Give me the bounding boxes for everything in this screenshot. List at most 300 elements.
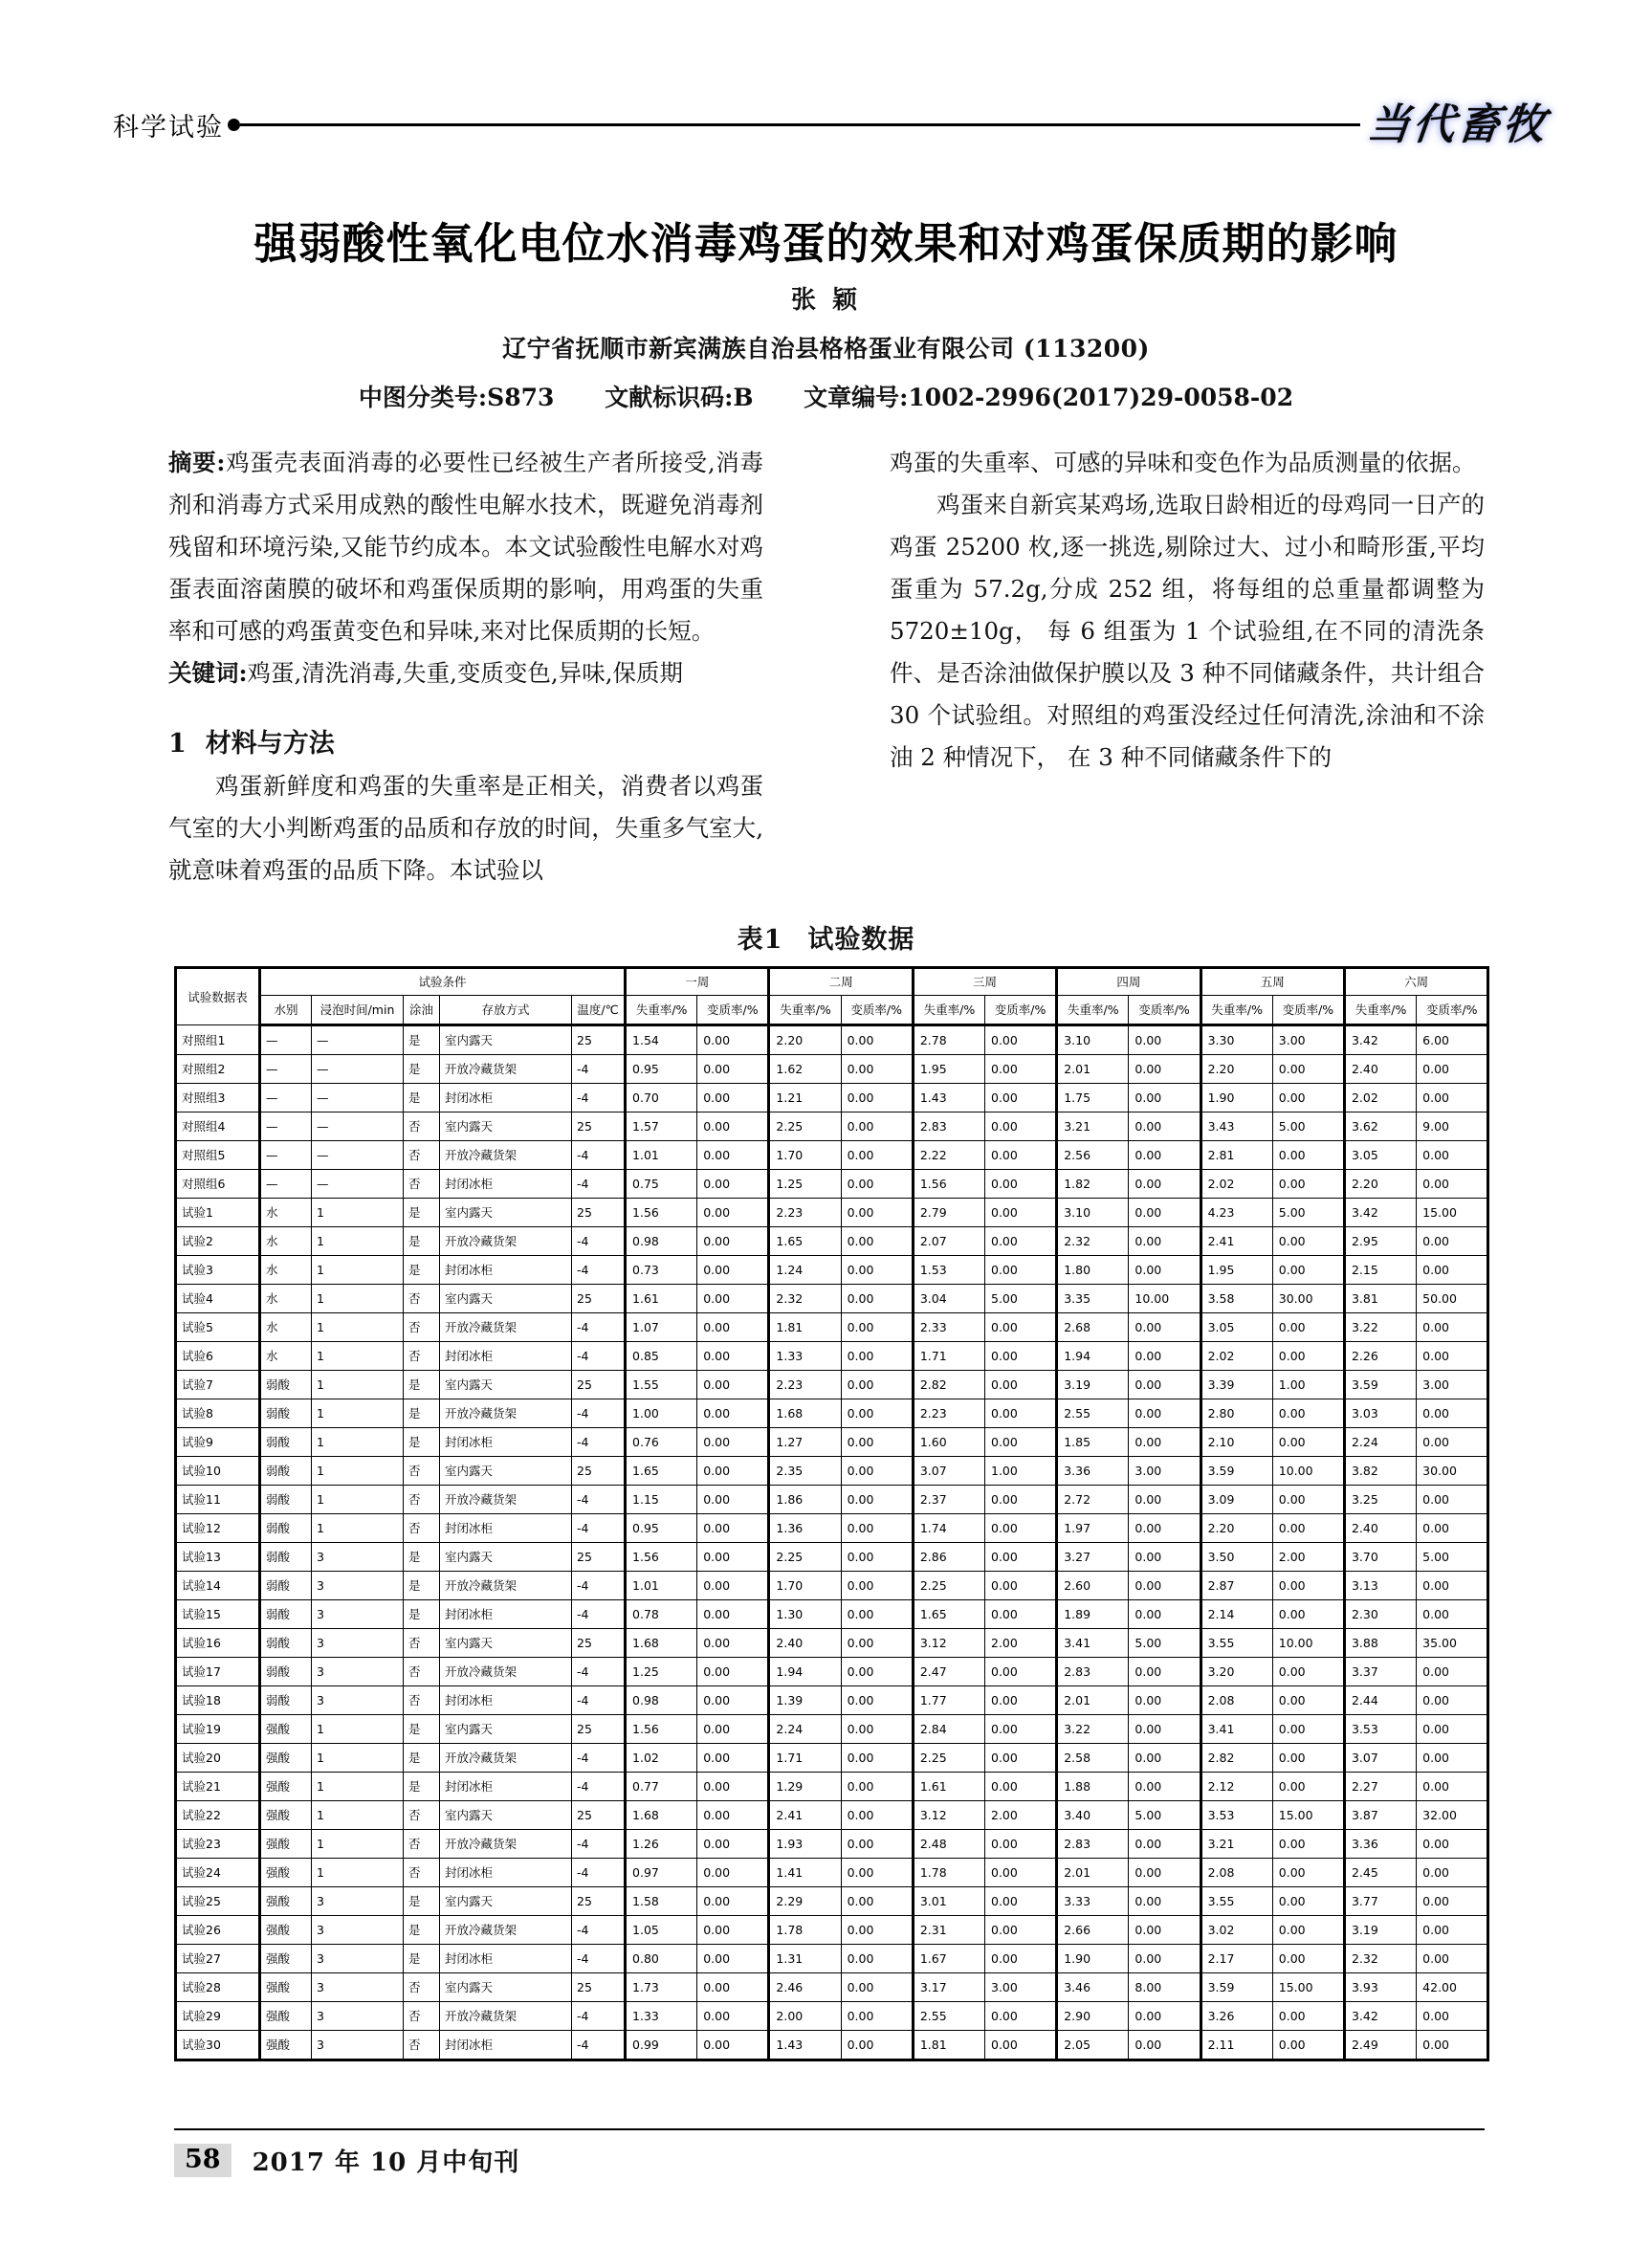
- cell-w4-spoilage: 0.00: [1129, 2002, 1200, 2031]
- cell-w2-spoilage: 0.00: [841, 1141, 913, 1170]
- cell-w4-weightloss: 3.10: [1057, 1025, 1129, 1055]
- cell-oiled: 否: [404, 1801, 440, 1830]
- cell-w3-spoilage: 0.00: [985, 1112, 1057, 1141]
- col-header-w1-spoilage: 变质率/%: [697, 996, 769, 1025]
- cell-soak-time: 3: [312, 1945, 404, 1973]
- cell-w2-spoilage: 0.00: [841, 1428, 913, 1457]
- cell-temperature: -4: [572, 1170, 626, 1199]
- cell-w5-weightloss: 2.08: [1200, 1859, 1272, 1887]
- cell-w5-weightloss: 3.59: [1200, 1973, 1272, 2002]
- cell-w1-spoilage: 0.00: [697, 1256, 769, 1285]
- cell-temperature: -4: [572, 1686, 626, 1715]
- cell-w6-weightloss: 3.37: [1344, 1658, 1416, 1686]
- table-row: [176, 1801, 1488, 1830]
- cell-water-type: 弱酸: [260, 1514, 312, 1543]
- group-header-week-4: 四周: [1057, 968, 1200, 996]
- cell-w4-spoilage: 0.00: [1129, 1084, 1200, 1112]
- cell-w6-spoilage: 0.00: [1417, 1313, 1488, 1342]
- table-row: [176, 1945, 1488, 1973]
- cell-w6-spoilage: 0.00: [1417, 1916, 1488, 1945]
- cell-oiled: 是: [404, 1256, 440, 1285]
- cell-w5-weightloss: 3.02: [1200, 1916, 1272, 1945]
- cell-w6-weightloss: 2.49: [1344, 2031, 1416, 2060]
- cell-w3-weightloss: 2.07: [913, 1227, 984, 1256]
- cell-w2-spoilage: 0.00: [841, 1715, 913, 1744]
- cell-group-name: 试验28: [176, 1973, 260, 2002]
- cell-soak-time: 3: [312, 1572, 404, 1600]
- cell-water-type: 强酸: [260, 2031, 312, 2060]
- cell-w5-weightloss: 2.81: [1200, 1141, 1272, 1170]
- left-column: [168, 442, 763, 892]
- cell-w6-weightloss: 3.81: [1344, 1285, 1416, 1313]
- cell-storage-method: 封闭冰柜: [440, 1256, 572, 1285]
- cell-w2-weightloss: 1.36: [769, 1514, 841, 1543]
- cell-w6-spoilage: 0.00: [1417, 1141, 1488, 1170]
- table-row: [176, 1112, 1488, 1141]
- cell-storage-method: 封闭冰柜: [440, 1342, 572, 1371]
- cell-w3-weightloss: 1.65: [913, 1600, 984, 1629]
- cell-water-type: —: [260, 1170, 312, 1199]
- cell-w5-weightloss: 3.50: [1200, 1543, 1272, 1572]
- cell-w1-weightloss: 0.76: [626, 1428, 697, 1457]
- cell-storage-method: 室内露天: [440, 1715, 572, 1744]
- cell-w3-spoilage: 0.00: [985, 1428, 1057, 1457]
- running-head-label: 科学试验: [113, 112, 224, 143]
- cell-w5-weightloss: 3.30: [1200, 1025, 1272, 1055]
- cell-w2-weightloss: 2.29: [769, 1887, 841, 1916]
- cell-storage-method: 开放冷藏货架: [440, 2002, 572, 2031]
- cell-w5-spoilage: 15.00: [1272, 1801, 1344, 1830]
- cell-oiled: 是: [404, 1744, 440, 1773]
- cell-w6-weightloss: 2.45: [1344, 1859, 1416, 1887]
- cell-w1-spoilage: 0.00: [697, 1945, 769, 1973]
- cell-w1-weightloss: 0.80: [626, 1945, 697, 1973]
- cell-w6-spoilage: 0.00: [1417, 1600, 1488, 1629]
- cell-w6-spoilage: 0.00: [1417, 1945, 1488, 1973]
- cell-temperature: -4: [572, 1916, 626, 1945]
- cell-w4-weightloss: 3.35: [1057, 1285, 1129, 1313]
- cell-w2-spoilage: 0.00: [841, 1457, 913, 1486]
- article-id: 文章编号:1002-2996(2017)29-0058-02: [804, 384, 1294, 411]
- cell-w1-weightloss: 1.02: [626, 1744, 697, 1773]
- cell-w3-weightloss: 2.33: [913, 1313, 984, 1342]
- cell-w5-weightloss: 2.12: [1200, 1773, 1272, 1801]
- cell-oiled: 否: [404, 2031, 440, 2060]
- cell-soak-time: 1: [312, 1457, 404, 1486]
- cell-group-name: 对照组6: [176, 1170, 260, 1199]
- cell-storage-method: 开放冷藏货架: [440, 1830, 572, 1859]
- cell-w1-spoilage: 0.00: [697, 2002, 769, 2031]
- cell-w2-weightloss: 1.27: [769, 1428, 841, 1457]
- cell-w5-weightloss: 3.55: [1200, 1629, 1272, 1658]
- cell-w6-weightloss: 2.95: [1344, 1227, 1416, 1256]
- cell-w3-weightloss: 3.12: [913, 1629, 984, 1658]
- cell-w1-weightloss: 1.01: [626, 1572, 697, 1600]
- cell-oiled: 是: [404, 1399, 440, 1428]
- cell-oiled: 是: [404, 1715, 440, 1744]
- cell-w6-weightloss: 2.32: [1344, 1945, 1416, 1973]
- cell-w6-spoilage: 0.00: [1417, 1773, 1488, 1801]
- cell-group-name: 试验27: [176, 1945, 260, 1973]
- cell-w6-weightloss: 2.20: [1344, 1170, 1416, 1199]
- cell-w5-weightloss: 2.14: [1200, 1600, 1272, 1629]
- cell-w6-spoilage: 0.00: [1417, 1084, 1488, 1112]
- cell-oiled: 是: [404, 1572, 440, 1600]
- cell-water-type: 水: [260, 1199, 312, 1227]
- cell-w3-weightloss: 1.43: [913, 1084, 984, 1112]
- cell-water-type: 弱酸: [260, 1543, 312, 1572]
- cell-w1-weightloss: 0.95: [626, 1055, 697, 1084]
- cell-w4-spoilage: 5.00: [1129, 1629, 1200, 1658]
- cell-w3-weightloss: 1.71: [913, 1342, 984, 1371]
- cell-w4-spoilage: 5.00: [1129, 1801, 1200, 1830]
- journal-logo: 当代畜牧: [1365, 100, 1551, 149]
- cell-group-name: 试验24: [176, 1859, 260, 1887]
- cell-w2-spoilage: 0.00: [841, 1543, 913, 1572]
- cell-temperature: 25: [572, 1199, 626, 1227]
- cell-w4-weightloss: 1.97: [1057, 1514, 1129, 1543]
- cell-temperature: -4: [572, 1773, 626, 1801]
- cell-storage-method: 室内露天: [440, 1801, 572, 1830]
- cell-w1-weightloss: 0.78: [626, 1600, 697, 1629]
- running-head: [113, 96, 1551, 153]
- cell-w4-spoilage: 0.00: [1129, 1371, 1200, 1399]
- cell-w4-weightloss: 3.33: [1057, 1887, 1129, 1916]
- cell-w5-spoilage: 0.00: [1272, 1055, 1344, 1084]
- cell-w6-spoilage: 35.00: [1417, 1629, 1488, 1658]
- cell-group-name: 试验8: [176, 1399, 260, 1428]
- section-title: 材料与方法: [205, 729, 335, 759]
- cell-temperature: -4: [572, 1486, 626, 1514]
- table-group-header-row: [176, 968, 1488, 996]
- cell-soak-time: —: [312, 1112, 404, 1141]
- cell-w1-spoilage: 0.00: [697, 1658, 769, 1686]
- cell-soak-time: 1: [312, 1313, 404, 1342]
- cell-water-type: 强酸: [260, 1801, 312, 1830]
- cell-w4-spoilage: 0.00: [1129, 2031, 1200, 2060]
- cell-water-type: 强酸: [260, 1715, 312, 1744]
- cell-w3-spoilage: 0.00: [985, 1830, 1057, 1859]
- cell-w1-spoilage: 0.00: [697, 1514, 769, 1543]
- cell-w4-weightloss: 1.85: [1057, 1428, 1129, 1457]
- cell-water-type: 强酸: [260, 1859, 312, 1887]
- cell-w5-weightloss: 2.02: [1200, 1342, 1272, 1371]
- cell-w1-weightloss: 1.56: [626, 1199, 697, 1227]
- cell-w6-spoilage: 0.00: [1417, 1830, 1488, 1859]
- cell-w3-spoilage: 0.00: [985, 1600, 1057, 1629]
- cell-water-type: 水: [260, 1256, 312, 1285]
- cell-soak-time: 1: [312, 1486, 404, 1514]
- cell-w5-weightloss: 3.05: [1200, 1313, 1272, 1342]
- cell-w1-weightloss: 1.01: [626, 1141, 697, 1170]
- cell-storage-method: 封闭冰柜: [440, 1170, 572, 1199]
- cell-w2-weightloss: 2.23: [769, 1371, 841, 1399]
- cell-w5-spoilage: 3.00: [1272, 1025, 1344, 1055]
- cell-soak-time: 1: [312, 1256, 404, 1285]
- table-row: [176, 1514, 1488, 1543]
- table-row: [176, 1973, 1488, 2002]
- cell-w4-spoilage: 0.00: [1129, 1170, 1200, 1199]
- cell-w6-spoilage: 0.00: [1417, 1486, 1488, 1514]
- cell-group-name: 试验18: [176, 1686, 260, 1715]
- cell-w4-weightloss: 2.90: [1057, 2002, 1129, 2031]
- cell-w2-weightloss: 2.00: [769, 2002, 841, 2031]
- cell-w1-weightloss: 1.65: [626, 1457, 697, 1486]
- col-header-w2-spoilage: 变质率/%: [841, 996, 913, 1025]
- cell-soak-time: —: [312, 1170, 404, 1199]
- cell-storage-method: 封闭冰柜: [440, 1600, 572, 1629]
- cell-temperature: -4: [572, 2031, 626, 2060]
- table-row: [176, 1658, 1488, 1686]
- cell-w4-weightloss: 3.41: [1057, 1629, 1129, 1658]
- cell-w1-spoilage: 0.00: [697, 1600, 769, 1629]
- cell-temperature: -4: [572, 1313, 626, 1342]
- cell-water-type: 弱酸: [260, 1428, 312, 1457]
- cell-w5-spoilage: 0.00: [1272, 1399, 1344, 1428]
- cell-w5-weightloss: 2.10: [1200, 1428, 1272, 1457]
- cell-w6-weightloss: 3.82: [1344, 1457, 1416, 1486]
- cell-w6-spoilage: 5.00: [1417, 1543, 1488, 1572]
- cell-temperature: -4: [572, 1428, 626, 1457]
- cell-w4-weightloss: 3.46: [1057, 1973, 1129, 2002]
- cell-w1-weightloss: 1.05: [626, 1916, 697, 1945]
- cell-w2-weightloss: 1.81: [769, 1313, 841, 1342]
- cell-oiled: 是: [404, 1916, 440, 1945]
- cell-w3-spoilage: 0.00: [985, 1025, 1057, 1055]
- cell-water-type: 水: [260, 1342, 312, 1371]
- clc-code: 中图分类号:S873: [358, 384, 555, 411]
- cell-w3-weightloss: 1.74: [913, 1514, 984, 1543]
- table-row: [176, 1025, 1488, 1055]
- cell-w6-spoilage: 0.00: [1417, 1887, 1488, 1916]
- table-head: [176, 968, 1488, 1025]
- cell-w5-spoilage: 15.00: [1272, 1973, 1344, 2002]
- cell-w2-weightloss: 1.70: [769, 1141, 841, 1170]
- table-row: [176, 1055, 1488, 1084]
- cell-soak-time: 3: [312, 2031, 404, 2060]
- cell-temperature: -4: [572, 1084, 626, 1112]
- cell-oiled: 否: [404, 1457, 440, 1486]
- cell-w3-spoilage: 0.00: [985, 1486, 1057, 1514]
- cell-storage-method: 室内露天: [440, 1629, 572, 1658]
- cell-w3-spoilage: 0.00: [985, 1256, 1057, 1285]
- cell-group-name: 对照组2: [176, 1055, 260, 1084]
- cell-w3-weightloss: 3.17: [913, 1973, 984, 2002]
- cell-w5-weightloss: 3.58: [1200, 1285, 1272, 1313]
- cell-w4-weightloss: 2.01: [1057, 1686, 1129, 1715]
- cell-w2-spoilage: 0.00: [841, 2031, 913, 2060]
- keywords-lead: 关键词:: [168, 659, 248, 687]
- cell-w4-spoilage: 0.00: [1129, 1945, 1200, 1973]
- cell-w5-weightloss: 3.26: [1200, 2002, 1272, 2031]
- cell-w3-spoilage: 0.00: [985, 1514, 1057, 1543]
- cell-w6-spoilage: 0.00: [1417, 1170, 1488, 1199]
- cell-soak-time: 3: [312, 1973, 404, 2002]
- cell-soak-time: 3: [312, 1600, 404, 1629]
- cell-w1-weightloss: 1.25: [626, 1658, 697, 1686]
- cell-w5-spoilage: 0.00: [1272, 1342, 1344, 1371]
- cell-storage-method: 封闭冰柜: [440, 2031, 572, 2060]
- table-sub-header-row: [176, 996, 1488, 1025]
- cell-w2-weightloss: 2.25: [769, 1112, 841, 1141]
- cell-w6-weightloss: 2.02: [1344, 1084, 1416, 1112]
- cell-group-name: 试验3: [176, 1256, 260, 1285]
- cell-w3-spoilage: 0.00: [985, 1773, 1057, 1801]
- cell-w5-weightloss: 2.11: [1200, 2031, 1272, 2060]
- table-row: [176, 2031, 1488, 2060]
- cell-w5-weightloss: 2.87: [1200, 1572, 1272, 1600]
- cell-soak-time: 1: [312, 1801, 404, 1830]
- cell-w3-weightloss: 1.95: [913, 1055, 984, 1084]
- col-header-oiled: 涂油: [404, 996, 440, 1025]
- cell-w5-weightloss: 1.90: [1200, 1084, 1272, 1112]
- cell-w6-weightloss: 3.93: [1344, 1973, 1416, 2002]
- cell-storage-method: 室内露天: [440, 1973, 572, 2002]
- cell-w2-spoilage: 0.00: [841, 1227, 913, 1256]
- cell-w4-weightloss: 2.01: [1057, 1055, 1129, 1084]
- cell-soak-time: 1: [312, 1773, 404, 1801]
- cell-w3-spoilage: 0.00: [985, 1715, 1057, 1744]
- cell-w5-spoilage: 0.00: [1272, 1887, 1344, 1916]
- cell-soak-time: 1: [312, 1859, 404, 1887]
- cell-temperature: -4: [572, 1055, 626, 1084]
- cell-w4-weightloss: 2.68: [1057, 1313, 1129, 1342]
- cell-w5-weightloss: 3.09: [1200, 1486, 1272, 1514]
- cell-temperature: 25: [572, 1285, 626, 1313]
- table-caption-title: 试验数据: [807, 925, 915, 955]
- cell-w6-spoilage: 0.00: [1417, 1658, 1488, 1686]
- cell-soak-time: 3: [312, 1629, 404, 1658]
- col-header-w3-spoilage: 变质率/%: [985, 996, 1057, 1025]
- cell-group-name: 试验20: [176, 1744, 260, 1773]
- cell-w2-spoilage: 0.00: [841, 1285, 913, 1313]
- cell-temperature: -4: [572, 1342, 626, 1371]
- cell-temperature: 25: [572, 1543, 626, 1572]
- table-corner-header: 试验数据表: [176, 968, 260, 1025]
- cell-w3-spoilage: 5.00: [985, 1285, 1057, 1313]
- cell-soak-time: 3: [312, 2002, 404, 2031]
- right-paragraph-continued: 鸡蛋的失重率、可感的异味和变色作为品质测量的依据。: [890, 449, 1476, 476]
- cell-w2-spoilage: 0.00: [841, 1486, 913, 1514]
- cell-w1-weightloss: 1.68: [626, 1629, 697, 1658]
- cell-group-name: 对照组1: [176, 1025, 260, 1055]
- cell-w5-spoilage: 0.00: [1272, 1830, 1344, 1859]
- cell-soak-time: 1: [312, 1514, 404, 1543]
- page-number: 58: [174, 2144, 231, 2178]
- section-number: 1: [168, 729, 187, 759]
- cell-w2-weightloss: 2.46: [769, 1973, 841, 2002]
- cell-w2-weightloss: 1.21: [769, 1084, 841, 1112]
- table-row: [176, 1170, 1488, 1199]
- cell-w1-weightloss: 0.77: [626, 1773, 697, 1801]
- cell-w6-spoilage: 3.00: [1417, 1371, 1488, 1399]
- table-row: [176, 1199, 1488, 1227]
- cell-w1-weightloss: 1.55: [626, 1371, 697, 1399]
- table-row: [176, 1342, 1488, 1371]
- col-header-w4-spoilage: 变质率/%: [1129, 996, 1200, 1025]
- cell-w2-weightloss: 1.68: [769, 1399, 841, 1428]
- cell-oiled: 是: [404, 1600, 440, 1629]
- cell-w2-weightloss: 1.62: [769, 1055, 841, 1084]
- cell-w3-weightloss: 1.81: [913, 2031, 984, 2060]
- cell-w2-spoilage: 0.00: [841, 2002, 913, 2031]
- cell-w3-weightloss: 2.84: [913, 1715, 984, 1744]
- cell-w5-weightloss: 2.02: [1200, 1170, 1272, 1199]
- keywords-body: 鸡蛋,清洗消毒,失重,变质变色,异味,保质期: [247, 659, 683, 687]
- cell-w6-spoilage: 0.00: [1417, 1859, 1488, 1887]
- cell-temperature: 25: [572, 1025, 626, 1055]
- cell-w6-spoilage: 0.00: [1417, 1428, 1488, 1457]
- cell-w4-spoilage: 0.00: [1129, 1830, 1200, 1859]
- cell-group-name: 试验14: [176, 1572, 260, 1600]
- cell-w2-weightloss: 1.29: [769, 1773, 841, 1801]
- cell-w5-weightloss: 2.80: [1200, 1399, 1272, 1428]
- cell-w6-spoilage: 6.00: [1417, 1025, 1488, 1055]
- cell-w6-spoilage: 0.00: [1417, 1342, 1488, 1371]
- cell-w5-spoilage: 0.00: [1272, 1428, 1344, 1457]
- cell-w3-spoilage: 0.00: [985, 1084, 1057, 1112]
- table-row: [176, 1859, 1488, 1887]
- cell-w1-spoilage: 0.00: [697, 1887, 769, 1916]
- cell-w1-spoilage: 0.00: [697, 1457, 769, 1486]
- cell-w3-spoilage: 0.00: [985, 1945, 1057, 1973]
- cell-oiled: 否: [404, 2002, 440, 2031]
- cell-w4-spoilage: 0.00: [1129, 1227, 1200, 1256]
- cell-temperature: 25: [572, 1801, 626, 1830]
- cell-w3-spoilage: 0.00: [985, 1543, 1057, 1572]
- cell-w6-weightloss: 2.40: [1344, 1514, 1416, 1543]
- table-row: [176, 1600, 1488, 1629]
- cell-w1-spoilage: 0.00: [697, 1084, 769, 1112]
- cell-soak-time: 1: [312, 1830, 404, 1859]
- cell-group-name: 对照组3: [176, 1084, 260, 1112]
- cell-water-type: 强酸: [260, 1887, 312, 1916]
- cell-w4-weightloss: 2.05: [1057, 2031, 1129, 2060]
- cell-temperature: -4: [572, 2002, 626, 2031]
- cell-water-type: 强酸: [260, 1830, 312, 1859]
- cell-temperature: -4: [572, 1744, 626, 1773]
- cell-w4-spoilage: 0.00: [1129, 1399, 1200, 1428]
- cell-water-type: 强酸: [260, 1744, 312, 1773]
- cell-w4-weightloss: 1.88: [1057, 1773, 1129, 1801]
- cell-w6-spoilage: 0.00: [1417, 2031, 1488, 2060]
- cell-w3-weightloss: 1.60: [913, 1428, 984, 1457]
- cell-oiled: 否: [404, 1285, 440, 1313]
- cell-oiled: 是: [404, 1773, 440, 1801]
- cell-w2-spoilage: 0.00: [841, 1025, 913, 1055]
- cell-w4-weightloss: 2.55: [1057, 1399, 1129, 1428]
- cell-w6-weightloss: 3.07: [1344, 1744, 1416, 1773]
- table-row: [176, 1371, 1488, 1399]
- cell-w6-spoilage: 0.00: [1417, 1744, 1488, 1773]
- cell-water-type: 弱酸: [260, 1486, 312, 1514]
- cell-w4-spoilage: 0.00: [1129, 1514, 1200, 1543]
- cell-w5-spoilage: 0.00: [1272, 2002, 1344, 2031]
- cell-w3-weightloss: 1.56: [913, 1170, 984, 1199]
- cell-w6-spoilage: 0.00: [1417, 1227, 1488, 1256]
- cell-w2-spoilage: 0.00: [841, 1830, 913, 1859]
- cell-w6-spoilage: 0.00: [1417, 1514, 1488, 1543]
- cell-w5-spoilage: 0.00: [1272, 1514, 1344, 1543]
- cell-w5-spoilage: 0.00: [1272, 1744, 1344, 1773]
- cell-w2-spoilage: 0.00: [841, 1744, 913, 1773]
- cell-w6-weightloss: 2.30: [1344, 1600, 1416, 1629]
- cell-temperature: -4: [572, 1141, 626, 1170]
- issue-label: 2017 年 10 月中旬刊: [252, 2148, 520, 2177]
- cell-w4-weightloss: 1.89: [1057, 1600, 1129, 1629]
- cell-w2-spoilage: 0.00: [841, 1973, 913, 2002]
- cell-w5-spoilage: 0.00: [1272, 1256, 1344, 1285]
